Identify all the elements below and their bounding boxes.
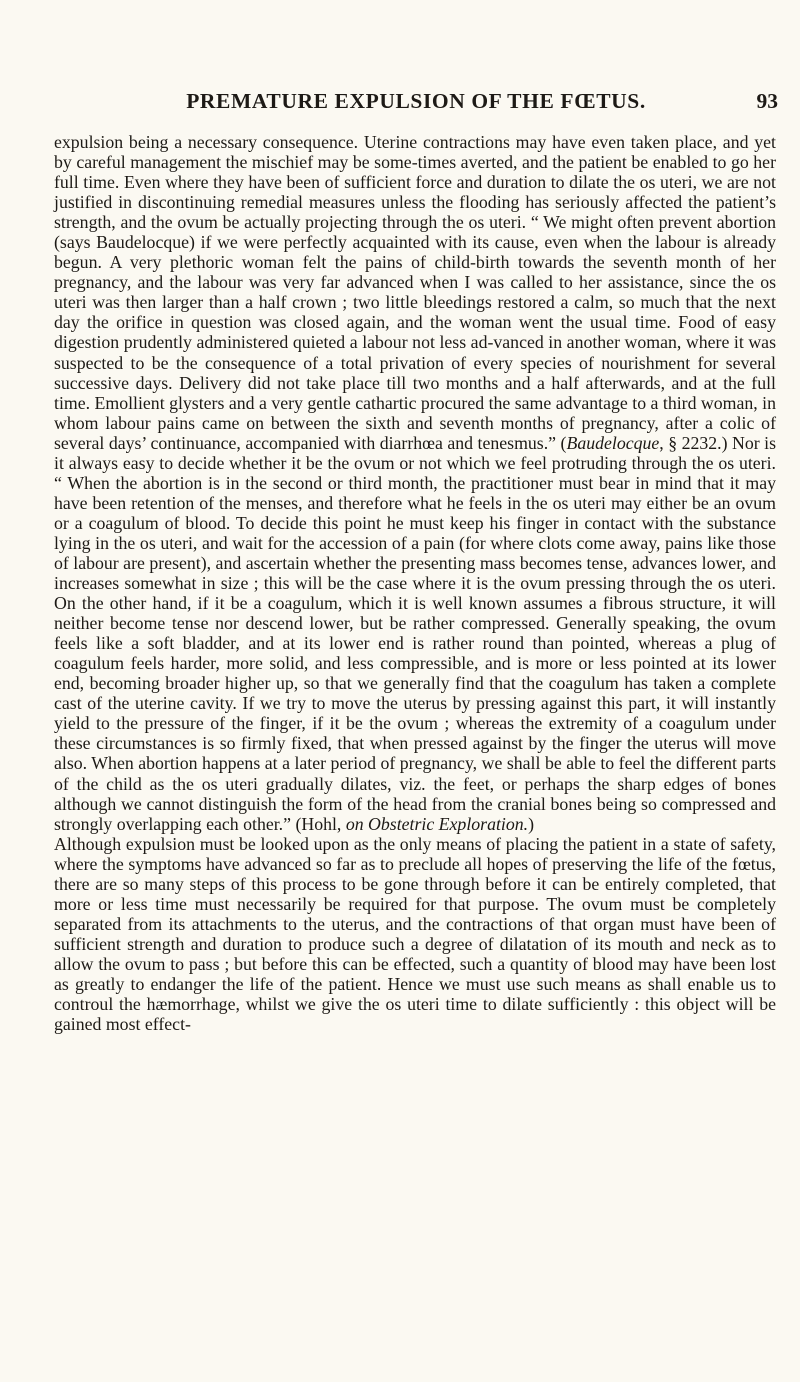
paragraph-2 [54, 834, 776, 1034]
page-number: 93 [756, 89, 778, 113]
text-run: Although expulsion must be looked upon as the only means of placing the patient in a state of safety, where the symptoms have advanced so far as to preclude all hopes of preserving the life of the fœtus, there are so many steps of this process to be gone through before it can be entirely completed, that more or less time must necessarily be required for that purpose. The ovum must be completely separated from its attachments to the uterus, and the contractions of that organ must have been of sufficient strength and duration to produce such a degree of dilatation of its mouth and neck as to allow the ovum to pass ; but before this can be effected, such a quantity of blood may have been lost as greatly to endanger the life of the patient. Hence we must use such means as shall enable us to controul the hæmorrhage, whilst we give the os uteri time to dilate sufficiently : this object will be gained most effect- [54, 833, 776, 1035]
text-run: expulsion being a necessary consequence. Uterine contractions may have even taken place, and yet by careful management the mischief may be some-times averted, and the patient be enabled to go her full time. Even where they have been of sufficient force and duration to dilate the os uteri, we are not justified in discontinuing remedial measures unless the flooding has seriously affected the patient’s strength, and the ovum be actually projecting through the os uteri. “ We might often prevent abortion (says Baudelocque) if we were perfectly acquainted with its cause, even when the labour is already begun. A very plethoric woman felt the pains of child-birth towards the seventh month of her pregnancy, and the labour was very far advanced when I was called to her assistance, since the os uteri was then larger than a half crown ; two little bleedings restored a calm, so much that the next day the orifice in question was closed again, and the woman went the usual time. Food of easy digestion prudently administered quieted a labour not less ad-vanced in another woman, where it was suspected to be the consequence of a total privation of every species of nourishment for several successive days. Delivery did not take place till two months and a half afterwards, and at the full time. Emollient glysters and a very gentle cathartic procured the same advantage to a third woman, in whom labour pains came on between the sixth and seventh months of pregnancy, after a colic of several days’ continuance, accompanied with diarrhœa and tenesmus.” ( [54, 132, 776, 453]
citation-obstetric-exploration: on Obstetric Exploration. [345, 813, 529, 834]
text-run: ) [528, 813, 534, 834]
running-title: PREMATURE EXPULSION OF THE FŒTUS. [186, 89, 646, 113]
text-run: , § 2232.) Nor is it always easy to decide whether it be the ovum or not which we feel protruding through the os uteri. “ When the abortion is in the second or third month, the practitioner must bear in mind that it may have been retention of the menses, and therefore what he feels in the os uteri may either be an ovum or a coagulum of blood. To decide this point he must keep his finger in contact with the substance lying in the os uteri, and wait for the accession of a pain (for where clots come away, pains like those of labour are present), and ascertain whether the presenting mass becomes tense, advances lower, and increases somewhat in size ; this will be the case where it is the ovum pressing through the os uteri. On the other hand, if it be a coagulum, which it is well known assumes a fibrous structure, it will neither become tense nor descend lower, but be rather compressed. Generally speaking, the ovum feels like a soft bladder, and at its lower end is rather round than pointed, whereas a plug of coagulum feels harder, more solid, and less compressible, and is more or less pointed at its lower end, becoming broader higher up, so that we generally find that the coagulum has taken a complete cast of the uterine cavity. If we try to move the uterus by pressing against this part, it will instantly yield to the pressure of the finger, if it be the ovum ; whereas the extremity of a coagulum under these circumstances is so firmly fixed, that when pressed against by the finger the uterus will move also. When abortion happens at a later period of pregnancy, we shall be able to feel the different parts of the child as the os uteri gradually dilates, viz. the feet, or perhaps the sharp edges of bones although we cannot distinguish the form of the head from the cranial bones being so compressed and strongly overlapping each other.” (Hohl, [54, 432, 776, 834]
running-head [54, 86, 778, 116]
body-text [54, 132, 776, 1034]
paragraph-1 [54, 132, 776, 834]
citation-baudelocque: Baudelocque [566, 432, 660, 453]
